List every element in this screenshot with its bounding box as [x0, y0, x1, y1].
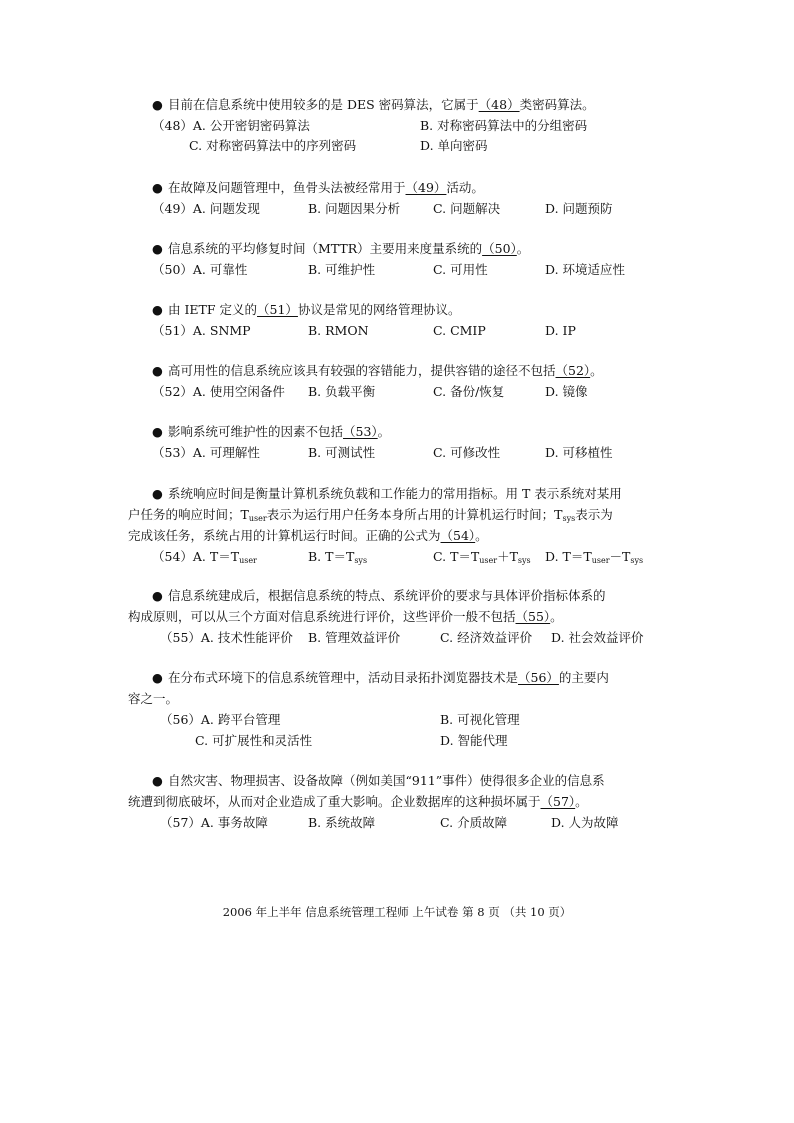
- option-b: B. $T=T_{sys}$: [308, 549, 368, 565]
- option-d: D. 环境适应性: [545, 262, 626, 277]
- answer-blank: （52）: [555, 363, 591, 378]
- question-52-stem: ● 高可用性的信息系统应该具有较强的容错能力，提供容错的途径不包括（52）。: [152, 363, 603, 378]
- option-c: C. 对称密码算法中的序列密码: [189, 138, 357, 153]
- option-b: B. 负载平衡: [308, 384, 376, 399]
- option-b: B. 可视化管理: [440, 712, 520, 727]
- option-c: C. 经济效益评价: [440, 630, 533, 645]
- bullet-icon: ●: [152, 241, 163, 256]
- bullet-icon: ●: [152, 588, 163, 603]
- option-b: B. 可测试性: [308, 445, 376, 460]
- bullet-icon: ●: [152, 363, 163, 378]
- bullet-icon: ●: [152, 670, 163, 685]
- option-d: D. 问题预防: [545, 201, 613, 216]
- question-54-option-a: （54）A. $T=T_{user}$: [152, 549, 257, 565]
- option-d: D. 镜像: [545, 384, 588, 399]
- option-c: C. 问题解决: [433, 201, 501, 216]
- question-52-option-a: （52）A. 使用空闲备件: [152, 384, 285, 399]
- answer-blank: （53）: [343, 424, 378, 439]
- option-b: B. 问题因果分析: [308, 201, 401, 216]
- answer-blank: （54）: [440, 528, 476, 543]
- option-d: D. IP: [545, 323, 576, 338]
- question-50-stem: ● 信息系统的平均修复时间（MTTR）主要用来度量系统的（50）。: [152, 241, 530, 256]
- question-56-stem-line1: ● 在分布式环境下的信息系统管理中，活动目录拓扑浏览器技术是（56）的主要内: [152, 670, 609, 685]
- question-49-stem: ● 在故障及问题管理中，鱼骨头法被经常用于（49）活动。: [152, 180, 484, 195]
- question-55-stem-line2: 构成原则，可以从三个方面对信息系统进行评价，这些评价一般不包括（55）。: [128, 609, 563, 624]
- bullet-icon: ●: [152, 302, 163, 317]
- option-c: C. 可扩展性和灵活性: [195, 733, 313, 748]
- question-57-stem-line2: 统遭到彻底破坏，从而对企业造成了重大影响。企业数据库的这种损坏属于（57）。: [128, 794, 588, 809]
- option-d: D. 人为故障: [551, 815, 619, 830]
- option-b: B. 对称密码算法中的分组密码: [420, 118, 588, 133]
- option-c: C. 备份/恢复: [433, 384, 505, 399]
- question-57-option-a: （57）A. 事务故障: [160, 815, 268, 830]
- option-a: A. 公开密钥密码算法: [192, 118, 310, 133]
- option-d: D. $T=T_{user}-T_{sys}$: [545, 549, 644, 565]
- question-55-stem-line1: ● 信息系统建成后，根据信息系统的特点、系统评价的要求与具体评价指标体系的: [152, 588, 606, 603]
- question-50-option-a: （50）A. 可靠性: [152, 262, 248, 277]
- question-54-stem-line3: 完成该任务，系统占用的计算机运行时间。正确的公式为（54）。: [128, 528, 488, 543]
- question-53-stem: ● 影响系统可维护性的因素不包括（53）。: [152, 424, 391, 439]
- question-48-options-row1: （48）A. 公开密钥密码算法: [152, 118, 310, 133]
- option-d: D. 可移植性: [545, 445, 613, 460]
- option-b: B. RMON: [308, 323, 369, 338]
- question-51-option-a: （51）A. SNMP: [152, 323, 251, 338]
- question-51-stem: ● 由 IETF 定义的（51）协议是常见的网络管理协议。: [152, 302, 461, 317]
- option-c: C. CMIP: [433, 323, 486, 338]
- answer-blank: （57）: [540, 794, 576, 809]
- option-c: C. $T=T_{user}+T_{sys}$: [433, 549, 531, 565]
- option-d: D. 单向密码: [420, 138, 488, 153]
- option-c: C. 介质故障: [440, 815, 508, 830]
- option-c: C. 可用性: [433, 262, 488, 277]
- option-c: C. 可修改性: [433, 445, 501, 460]
- option-b: B. 系统故障: [308, 815, 376, 830]
- question-56-option-a: （56）A. 跨平台管理: [160, 712, 281, 727]
- bullet-icon: ●: [152, 773, 163, 788]
- question-55-option-a: （55）A. 技术性能评价: [160, 630, 293, 645]
- question-53-option-a: （53）A. 可理解性: [152, 445, 260, 460]
- answer-blank: （50）: [482, 241, 517, 256]
- answer-blank: （56）: [518, 670, 559, 685]
- question-48-stem: ● 目前在信息系统中使用较多的是 DES 密码算法，它属于（48）类密码算法。: [152, 97, 595, 112]
- question-49-option-a: （49）A. 问题发现: [152, 201, 260, 216]
- answer-blank: （48）: [478, 97, 520, 112]
- bullet-icon: ●: [152, 97, 163, 112]
- answer-blank: （51）: [257, 302, 298, 317]
- answer-blank: （49）: [405, 180, 447, 195]
- bullet-icon: ●: [152, 424, 163, 439]
- page-footer: 2006 年上半年 信息系统管理工程师 上午试卷 第 8 页 （共 10 页）: [222, 905, 572, 919]
- option-d: D. 智能代理: [440, 733, 508, 748]
- option-d: D. 社会效益评价: [551, 630, 644, 645]
- bullet-icon: ●: [152, 180, 163, 195]
- question-56-stem-line2: 容之一。: [128, 691, 179, 706]
- answer-blank: （55）: [515, 609, 551, 624]
- option-b: B. 可维护性: [308, 262, 376, 277]
- bullet-icon: ●: [152, 486, 163, 501]
- question-54-stem-line1: ● 系统响应时间是衡量计算机系统负载和工作能力的常用指标。用 T 表示系统对某用: [152, 486, 622, 501]
- option-b: B. 管理效益评价: [308, 630, 401, 645]
- question-54-stem-line2: 户任务的响应时间；$T_{user}$表示为运行用户任务本身所占用的计算机运行时间；$T_{sys}$表示为: [128, 507, 613, 523]
- question-57-stem-line1: ● 自然灾害、物理损害、设备故障（例如美国“911”事件）使得很多企业的信息系: [152, 773, 605, 788]
